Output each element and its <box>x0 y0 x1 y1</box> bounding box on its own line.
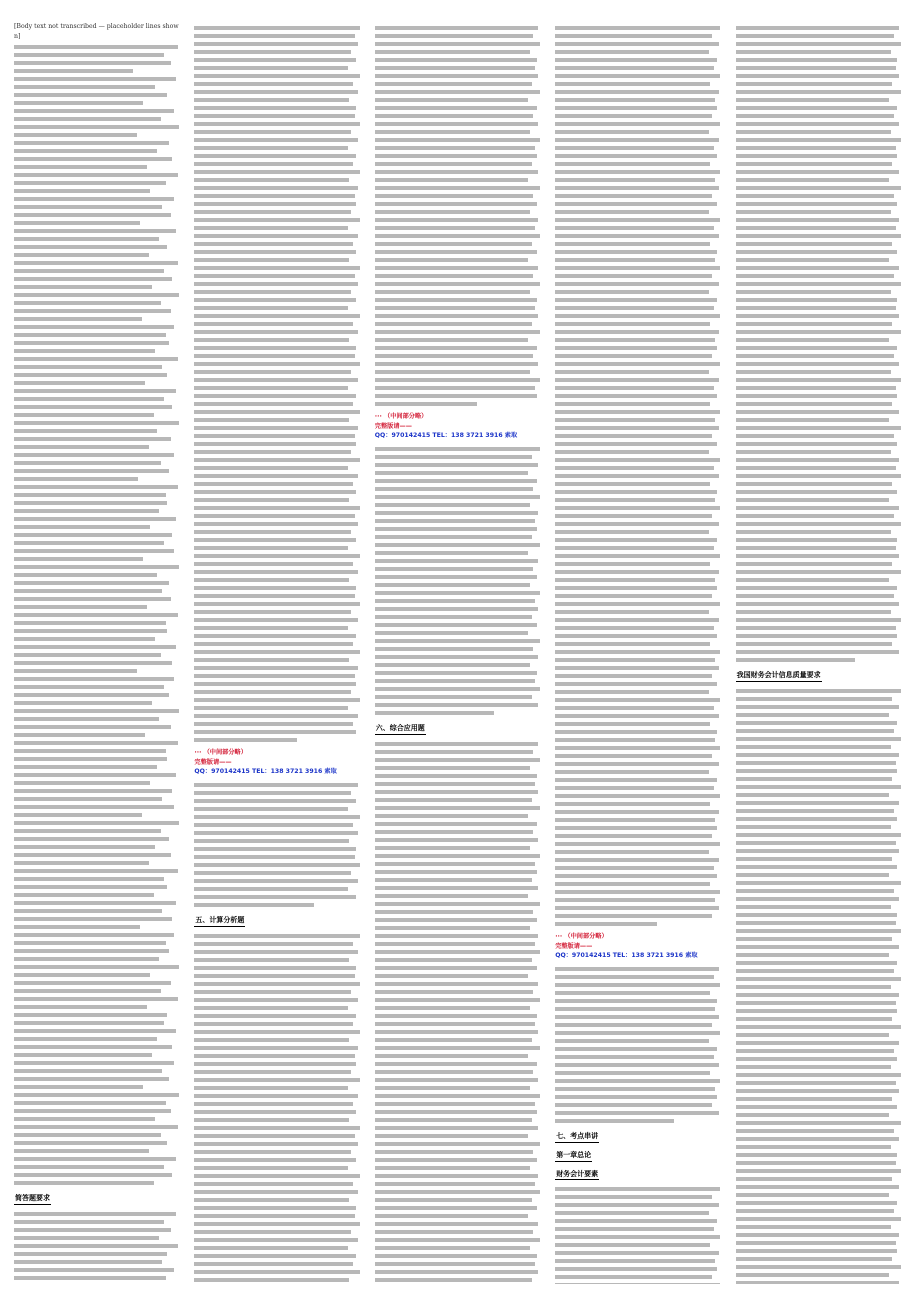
placeholder-lines-2 <box>194 26 364 742</box>
placeholder-lines-5b <box>736 689 906 1284</box>
placeholder-lines-5 <box>736 26 906 662</box>
column-1 <box>14 22 184 1284</box>
contact-line: QQ：970142415 TEL：138 3721 3916 索取 <box>374 432 518 440</box>
omitted-note: ··· （中间部分略） <box>555 933 608 940</box>
promo-block-3 <box>555 932 725 961</box>
placeholder-lines-2b <box>194 783 364 907</box>
placeholder-lines-1 <box>14 45 184 1185</box>
section-heading-info-quality: 我国财务会计信息质量要求 <box>736 670 822 682</box>
placeholder-lines-1b <box>14 1212 184 1284</box>
placeholder-lines-3 <box>375 26 545 406</box>
section-heading-chapter-one: 第一章总论 <box>555 1150 592 1162</box>
complete-version-label: 完整版请—— <box>555 942 593 950</box>
section-heading-key-points: 七、考点串讲 <box>555 1131 599 1143</box>
placeholder-lines-3b <box>375 447 545 715</box>
column-5 <box>736 22 906 1284</box>
contact-line: QQ：970142415 TEL：138 3721 3916 索取 <box>555 952 698 960</box>
placeholder-lines-4c <box>555 1187 725 1284</box>
column-2 <box>194 22 364 1284</box>
section-heading-short-answer: 简答题要求 <box>14 1193 51 1205</box>
placeholder-lines-4b <box>555 967 725 1123</box>
section-heading-elements: 财务会计要素 <box>555 1169 599 1181</box>
complete-version-label: 完整版请—— <box>194 758 232 766</box>
placeholder-lines-2c <box>194 934 364 1284</box>
omitted-note: ··· （中间部分略） <box>374 413 428 420</box>
complete-version-label: 完整版请—— <box>374 422 412 430</box>
column-4 <box>555 22 725 1284</box>
placeholder-notice: [Body text not transcribed — placeholder lines shown] <box>14 23 179 40</box>
placeholder-lines-3c <box>375 742 545 1284</box>
promo-block-1 <box>194 748 364 777</box>
omitted-note: ··· （中间部分略） <box>194 749 247 756</box>
placeholder-lines-4 <box>555 26 725 926</box>
promo-block-2 <box>375 412 545 441</box>
section-heading-comprehensive: 六、综合应用题 <box>375 723 426 735</box>
section-heading-calculation: 五、计算分析题 <box>194 915 245 927</box>
contact-line: QQ：970142415 TEL：138 3721 3916 索取 <box>194 768 337 776</box>
column-3 <box>375 22 545 1284</box>
